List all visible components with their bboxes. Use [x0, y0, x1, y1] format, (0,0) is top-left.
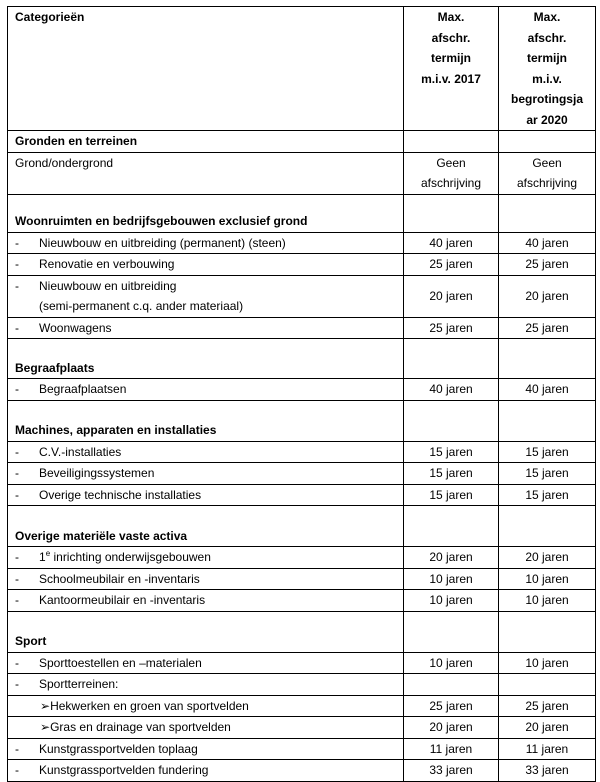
table-row	[8, 484, 596, 506]
row-value-2017: 10 jaren	[404, 590, 499, 612]
header-2017: Max. afschr. termijn m.i.v. 2017	[404, 7, 499, 131]
row-value-2017: 40 jaren	[404, 379, 499, 401]
row-label: - Schoolmeubilair en -inventaris	[8, 568, 404, 590]
row-label: - C.V.-installaties	[8, 441, 404, 463]
row-value-2020: 25 jaren	[499, 254, 596, 276]
table-row	[8, 590, 596, 612]
section-row	[8, 339, 596, 379]
row-value-2017: Geen afschrijving	[404, 152, 499, 194]
table-row	[8, 568, 596, 590]
row-label: - Kunstgrassportvelden toplaag	[8, 738, 404, 760]
table-row	[8, 317, 596, 339]
section-title-gronden: Gronden en terreinen	[8, 131, 404, 153]
row-value-2020: 15 jaren	[499, 463, 596, 485]
row-value-2020: 20 jaren	[499, 717, 596, 739]
row-value-2020: 40 jaren	[499, 379, 596, 401]
row-label: - Overige technische installaties	[8, 484, 404, 506]
row-value-2020: 33 jaren	[499, 760, 596, 782]
table-row	[8, 275, 596, 317]
row-label: - Sportterreinen:	[8, 674, 404, 696]
row-value-2017: 15 jaren	[404, 484, 499, 506]
row-value-2017: 10 jaren	[404, 568, 499, 590]
table-row	[8, 738, 596, 760]
row-value-2020: Geen afschrijving	[499, 152, 596, 194]
table-row	[8, 695, 596, 717]
row-label: - Kantoormeubilair en -inventaris	[8, 590, 404, 612]
table-row	[8, 152, 596, 194]
row-label: ➢Hekwerken en groen van sportvelden	[8, 695, 404, 717]
row-label: - Nieuwbouw en uitbreiding (semi-permanent c.q. ander materiaal)	[8, 275, 404, 317]
row-value-2020: 10 jaren	[499, 568, 596, 590]
row-value-2020: 11 jaren	[499, 738, 596, 760]
table-row	[8, 674, 596, 696]
section-row	[8, 194, 596, 232]
section-row	[8, 131, 596, 153]
row-label: Grond/ondergrond	[8, 152, 404, 194]
row-value-2017: 33 jaren	[404, 760, 499, 782]
header-2020: Max. afschr. termijn m.i.v. begrotingsja ar 2020	[499, 7, 596, 131]
row-value-2017: 15 jaren	[404, 441, 499, 463]
row-label: ➢Gras en drainage van sportvelden	[8, 717, 404, 739]
row-value-2020: 25 jaren	[499, 317, 596, 339]
table-row	[8, 379, 596, 401]
row-label: - Kunstgrassportvelden fundering	[8, 760, 404, 782]
row-value-2017: 11 jaren	[404, 738, 499, 760]
row-value-2020: 10 jaren	[499, 590, 596, 612]
arrow-bullet-icon: ➢	[40, 698, 51, 713]
row-value-2017: 25 jaren	[404, 254, 499, 276]
row-value-2017: 20 jaren	[404, 717, 499, 739]
row-value-2020: 15 jaren	[499, 484, 596, 506]
row-value-2017: 25 jaren	[404, 317, 499, 339]
row-value-2020: 20 jaren	[499, 547, 596, 569]
row-value-2017	[404, 674, 499, 696]
row-value-2020	[499, 674, 596, 696]
row-value-2017: 15 jaren	[404, 463, 499, 485]
section-title-sport: Sport	[8, 611, 404, 652]
row-value-2017: 20 jaren	[404, 275, 499, 317]
row-value-2020: 25 jaren	[499, 695, 596, 717]
section-title-begraaf: Begraafplaats	[8, 339, 404, 379]
row-value-2020: 20 jaren	[499, 275, 596, 317]
depreciation-table	[7, 6, 596, 782]
arrow-bullet-icon: ➢	[40, 720, 51, 734]
table-row	[8, 547, 596, 569]
row-label: - Begraafplaatsen	[8, 379, 404, 401]
row-label: - Woonwagens	[8, 317, 404, 339]
table-row	[8, 652, 596, 674]
header-category: Categorieën	[8, 7, 404, 131]
section-title-woon: Woonruimten en bedrijfsgebouwen exclusief grond	[8, 194, 404, 232]
row-label: - Renovatie en verbouwing	[8, 254, 404, 276]
section-title-overige: Overige materiële vaste activa	[8, 506, 404, 547]
row-label: - Beveiligingssystemen	[8, 463, 404, 485]
section-row	[8, 506, 596, 547]
row-value-2020: 15 jaren	[499, 441, 596, 463]
row-label: - Nieuwbouw en uitbreiding (permanent) (steen)	[8, 232, 404, 254]
row-value-2020: 10 jaren	[499, 652, 596, 674]
table-row	[8, 254, 596, 276]
row-value-2017: 20 jaren	[404, 547, 499, 569]
row-value-2017: 40 jaren	[404, 232, 499, 254]
row-label: - Sporttoestellen en –materialen	[8, 652, 404, 674]
table-row	[8, 717, 596, 739]
table-row	[8, 441, 596, 463]
header-row	[8, 7, 596, 131]
table-row	[8, 760, 596, 782]
row-value-2020: 40 jaren	[499, 232, 596, 254]
table-row	[8, 463, 596, 485]
row-value-2017: 10 jaren	[404, 652, 499, 674]
row-label: - 1e inrichting onderwijsgebouwen	[8, 547, 404, 569]
section-row	[8, 400, 596, 441]
section-title-machines: Machines, apparaten en installaties	[8, 400, 404, 441]
table-row	[8, 232, 596, 254]
section-row	[8, 611, 596, 652]
row-value-2017: 25 jaren	[404, 695, 499, 717]
